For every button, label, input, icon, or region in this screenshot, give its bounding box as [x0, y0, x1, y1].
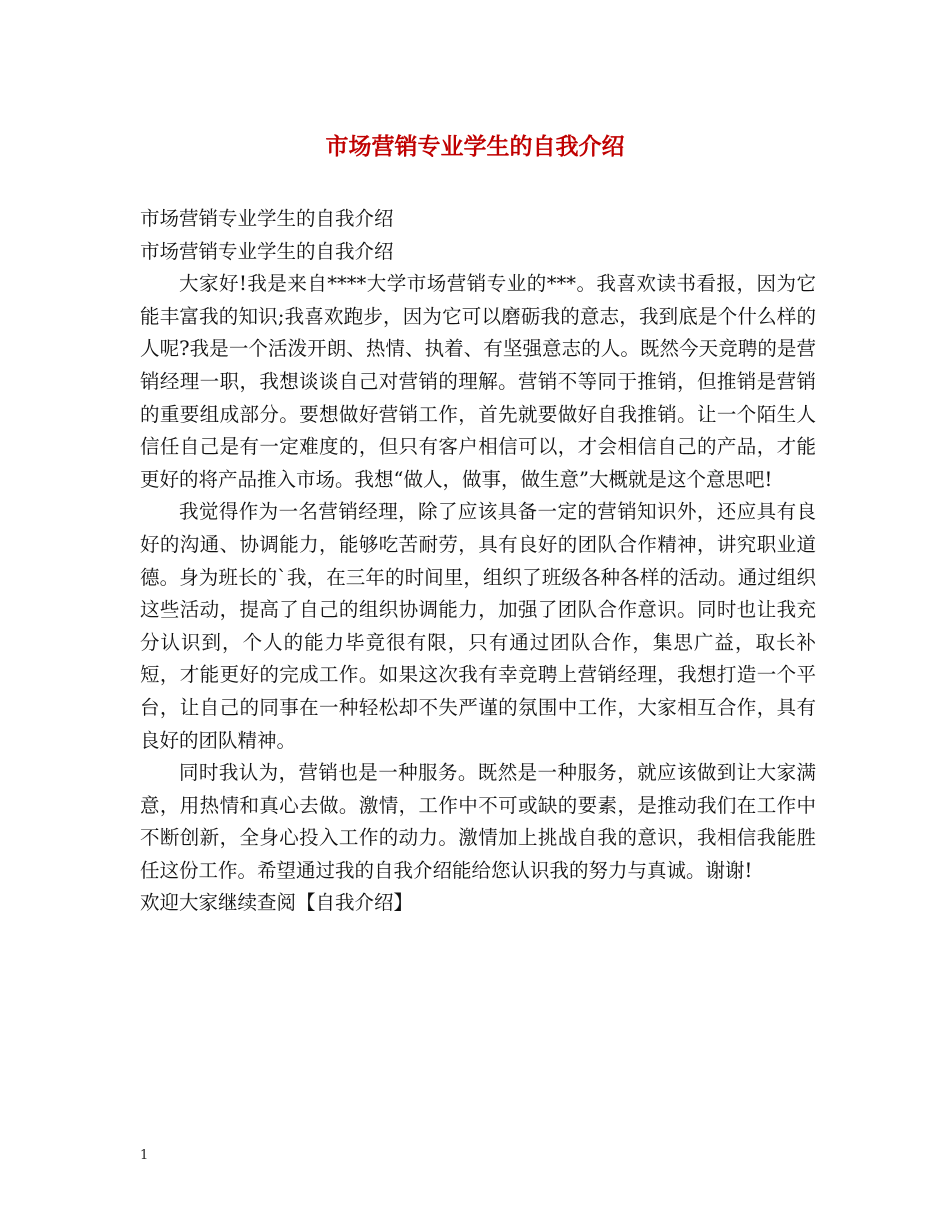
paragraph-1: 大家好!我是来自****大学市场营销专业的***。我喜欢读书看报，因为它能丰富我的知识;我喜欢跑步，因为它可以磨砺我的意志，我到底是个什么样的人呢?我是一个活泼开朗、热情、执着、有坚强意志的人。既然今天竞聘的是营销经理一职，我想谈谈自己对营销的理解。营销不等同于推销，但推销是营销的重要组成部分。要想做好营销工作，首先就要做好自我推销。让一个陌生人信任自己是有一定难度的，但只有客户相信可以，才会相信自己的产品，才能更好的将产品推入市场。我想“做人，做事，做生意”大概就是这个意思吧! [140, 272, 816, 491]
related-link-line: 欢迎大家继续查阅【自我介绍】 [140, 891, 414, 915]
document-body [140, 203, 816, 920]
subtitle-line-1: 市场营销专业学生的自我介绍 [140, 207, 394, 230]
page-number: 1 [140, 1148, 149, 1163]
document-title: 市场营销专业学生的自我介绍 [325, 133, 625, 160]
paragraph-3: 同时我认为，营销也是一种服务。既然是一种服务，就应该做到让大家满意，用热情和真心去做。激情，工作中不可或缺的要素，是推动我们在工作中不断创新，全身心投入工作的动力。激情加上挑战自我的意识，我相信我能胜任这份工作。希望通过我的自我介绍能给您认识我的努力与真诚。谢谢! [140, 761, 816, 882]
subtitle-line-2: 市场营销专业学生的自我介绍 [140, 239, 394, 263]
paragraph-2: 我觉得作为一名营销经理，除了应该具备一定的营销知识外，还应具有良好的沟通、协调能力，能够吃苦耐劳，具有良好的团队合作精神，讲究职业道德。身为班长的`我，在三年的时间里，组织了班级各种各样的活动。通过组织这些活动，提高了自己的组织协调能力，加强了团队合作意识。同时也让我充分认识到，个人的能力毕竟很有限，只有通过团队合作，集思广益，取长补短，才能更好的完成工作。如果这次我有幸竞聘上营销经理，我想打造一个平台，让自己的同事在一种轻松却不失严谨的氛围中工作，大家相互合作，具有良好的团队精神。 [140, 500, 816, 752]
